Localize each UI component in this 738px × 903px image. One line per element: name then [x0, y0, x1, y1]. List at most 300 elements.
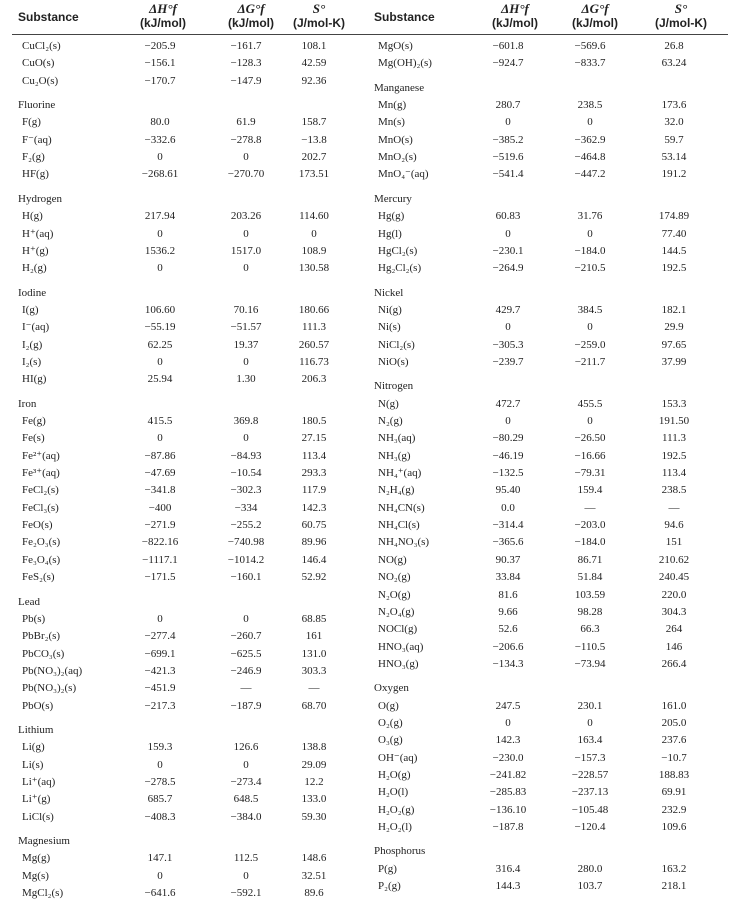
enthalpy-value: −641.6 [144, 887, 176, 900]
entropy-value: 210.62 [658, 553, 690, 566]
enthalpy-value: 0 [505, 716, 511, 729]
substance-name: Li(s) [22, 758, 44, 771]
gibbs-value: 31.76 [577, 210, 603, 223]
enthalpy-value: −187.8 [492, 821, 524, 834]
entropy-value: 77.40 [661, 227, 687, 240]
gibbs-value: −73.94 [574, 657, 606, 670]
gibbs-value: −105.48 [571, 803, 609, 816]
gibbs-value: 0 [243, 262, 249, 275]
element-group-heading: Iodine [18, 286, 47, 299]
entropy-value: 29.09 [301, 758, 327, 771]
gibbs-value: −259.0 [574, 338, 606, 351]
enthalpy-value: 429.7 [495, 303, 521, 316]
entropy-value: 27.15 [301, 432, 327, 445]
substance-name: Mn(g) [378, 99, 407, 112]
substance-name: Ni(g) [378, 303, 402, 316]
entropy-value: 192.5 [661, 449, 687, 462]
substance-name: NH₄NO₃(s) [378, 536, 430, 549]
substance-name: NOCl(g) [378, 623, 418, 636]
substance-name: F(g) [22, 116, 41, 129]
gibbs-value: 19.37 [233, 338, 259, 351]
header-unit: (J/mol-K) [655, 16, 707, 30]
element-group-heading: Lithium [18, 723, 54, 736]
enthalpy-value: −1117.1 [142, 553, 178, 566]
enthalpy-value: −305.3 [492, 338, 524, 351]
entropy-value: 26.8 [664, 40, 684, 52]
gibbs-value: 126.6 [233, 741, 259, 754]
substance-name: FeO(s) [22, 519, 53, 532]
entropy-value: 205.0 [661, 716, 687, 729]
gibbs-value: — [584, 501, 596, 514]
enthalpy-value: 316.4 [495, 862, 521, 875]
enthalpy-value: −385.2 [492, 133, 524, 146]
enthalpy-value: −134.3 [492, 657, 524, 670]
gibbs-value: −157.3 [574, 751, 606, 764]
substance-name: H(g) [22, 210, 43, 223]
entropy-value: 161 [305, 630, 323, 643]
substance-name: N(g) [378, 397, 399, 410]
entropy-value: 111.3 [662, 432, 686, 445]
entropy-value: 42.59 [301, 57, 327, 70]
substance-name: H₂(g) [22, 262, 47, 275]
gibbs-value: −203.0 [574, 519, 606, 532]
substance-name: N₂H₄(g) [378, 484, 415, 497]
gibbs-value: −147.9 [230, 74, 262, 87]
substance-name: Hg(g) [378, 210, 405, 223]
enthalpy-value: −46.19 [492, 449, 524, 462]
entropy-value: 142.3 [301, 501, 327, 514]
entropy-value: 151 [665, 536, 683, 549]
entropy-value: 206.3 [301, 373, 327, 386]
entropy-value: 240.45 [658, 571, 690, 584]
gibbs-value: −184.0 [574, 536, 606, 549]
entropy-value: 144.5 [661, 244, 687, 257]
header-symbol: ΔH°f [501, 1, 529, 16]
element-group-heading: Lead [18, 595, 40, 608]
enthalpy-value: −365.6 [492, 536, 524, 549]
enthalpy-value: −171.5 [144, 571, 176, 584]
substance-name: Cu₂O(s) [22, 74, 59, 87]
substance-name: Fe₂O₃(s) [22, 536, 61, 549]
entropy-value: 148.6 [301, 852, 327, 865]
header-dh-right [472, 2, 558, 30]
enthalpy-value: 0 [157, 262, 163, 275]
gibbs-value: −740.98 [227, 536, 265, 549]
enthalpy-value: −132.5 [492, 467, 524, 480]
enthalpy-value: 144.3 [495, 880, 521, 893]
gibbs-value: −334 [234, 501, 258, 514]
enthalpy-value: −341.8 [144, 484, 176, 497]
enthalpy-value: −206.6 [492, 640, 524, 653]
element-group-heading: Mercury [374, 192, 412, 205]
substance-name: H₂O(l) [378, 786, 409, 799]
entropy-value: 114.60 [299, 210, 329, 223]
entropy-value: 59.30 [301, 810, 327, 823]
enthalpy-value: −541.4 [492, 168, 524, 181]
entropy-value: 180.66 [298, 303, 330, 316]
entropy-value: 108.9 [301, 244, 327, 257]
enthalpy-value: −230.1 [492, 244, 524, 257]
gibbs-value: 203.26 [230, 210, 262, 223]
substance-name: I₂(s) [22, 355, 42, 368]
enthalpy-value: −822.16 [141, 536, 179, 549]
element-group-heading: Oxygen [374, 682, 409, 695]
entropy-value: 153.3 [661, 397, 687, 410]
gibbs-value: 369.8 [233, 415, 259, 427]
enthalpy-value: 9.66 [498, 605, 518, 618]
entropy-value: 266.4 [661, 657, 687, 670]
substance-name: H⁺(aq) [22, 227, 54, 240]
enthalpy-value: 0 [505, 415, 511, 427]
entropy-value: 161.0 [661, 699, 687, 712]
entropy-value: 109.6 [661, 821, 687, 834]
substance-name: H₂O₂(g) [378, 803, 415, 816]
substance-name: F₂(g) [22, 151, 45, 164]
gibbs-value: −255.2 [230, 519, 262, 532]
gibbs-value: −79.31 [574, 467, 606, 480]
header-s-left [276, 2, 362, 30]
substance-name: MgCl₂(s) [22, 887, 64, 900]
gibbs-value: — [240, 682, 252, 695]
substance-name: H₂O₂(l) [378, 821, 412, 834]
substance-name: HNO₃(g) [378, 657, 419, 670]
substance-name: NH₄CN(s) [378, 501, 425, 514]
element-group-heading: Iron [18, 397, 37, 410]
enthalpy-value: 415.5 [147, 415, 173, 427]
entropy-value: 173.6 [661, 99, 687, 112]
enthalpy-value: 106.60 [144, 303, 176, 316]
gibbs-value: −246.9 [230, 664, 262, 677]
substance-name: Li⁺(aq) [22, 776, 56, 788]
enthalpy-value: −278.5 [144, 776, 176, 788]
header-unit: (kJ/mol) [139, 16, 186, 30]
gibbs-value: −592.1 [230, 887, 262, 900]
enthalpy-value: −230.0 [492, 751, 524, 764]
gibbs-value: 0 [587, 227, 593, 240]
substance-name: NH₄Cl(s) [378, 519, 420, 532]
gibbs-value: −51.57 [230, 321, 262, 334]
enthalpy-value: −136.10 [489, 803, 527, 816]
substance-name: NO(g) [378, 553, 407, 566]
enthalpy-value: −239.7 [492, 355, 524, 368]
entropy-value: 37.99 [661, 355, 687, 368]
element-group-heading: Manganese [374, 81, 425, 94]
substance-name: N₂O(g) [378, 588, 411, 601]
entropy-value: −10.7 [661, 751, 687, 764]
enthalpy-value: 0 [505, 227, 511, 240]
substance-name: N₂(g) [378, 415, 403, 427]
gibbs-value: −110.5 [574, 640, 606, 653]
enthalpy-value: −924.7 [492, 57, 524, 70]
element-group-heading: Hydrogen [18, 192, 62, 205]
entropy-value: 182.1 [661, 303, 687, 316]
gibbs-value: 238.5 [577, 99, 603, 112]
enthalpy-value: −699.1 [144, 647, 176, 660]
entropy-value: 0 [311, 227, 317, 240]
gibbs-value: −120.4 [574, 821, 606, 834]
substance-name: H₂O(g) [378, 769, 411, 781]
substance-name: FeCl₃(s) [22, 501, 59, 514]
substance-name: P₂(g) [378, 880, 401, 893]
enthalpy-value: −400 [148, 501, 172, 514]
substance-name: PbO(s) [22, 699, 54, 712]
substance-name: HNO₃(aq) [378, 640, 424, 653]
enthalpy-value: 147.1 [147, 852, 173, 865]
gibbs-value: −447.2 [574, 168, 606, 181]
gibbs-value: 1.30 [236, 373, 256, 386]
entropy-value: 12.2 [304, 776, 324, 788]
substance-name: HgCl₂(s) [378, 244, 418, 257]
enthalpy-value: 0 [157, 227, 163, 240]
entropy-value: 191.50 [658, 415, 690, 427]
enthalpy-value: 280.7 [495, 99, 521, 112]
entropy-value: 113.4 [661, 467, 687, 480]
gibbs-value: 0 [587, 321, 593, 334]
substance-name: MnO₄⁻(aq) [378, 168, 429, 181]
gibbs-value: 0 [243, 869, 249, 882]
enthalpy-value: −205.9 [144, 40, 176, 52]
entropy-value: 29.9 [664, 321, 684, 334]
header-symbol: ΔG°f [581, 1, 609, 16]
enthalpy-value: 0 [505, 321, 511, 334]
entropy-value: 131.0 [301, 647, 327, 660]
entropy-value: 94.6 [664, 519, 684, 532]
substance-name: I₂(g) [22, 338, 43, 351]
substance-name: Fe(s) [22, 432, 45, 445]
substance-name: O₃(g) [378, 734, 403, 747]
gibbs-value: 0 [587, 116, 593, 129]
entropy-value: 174.89 [658, 210, 690, 223]
header-symbol: ΔH°f [149, 1, 177, 16]
enthalpy-value: 217.94 [144, 210, 176, 223]
entropy-value: 163.2 [661, 862, 687, 875]
entropy-value: 191.2 [661, 168, 687, 181]
entropy-value: 293.3 [301, 467, 327, 480]
enthalpy-value: 159.3 [147, 741, 173, 754]
gibbs-value: −128.3 [230, 57, 262, 70]
enthalpy-value: −601.8 [492, 40, 524, 52]
entropy-value: 304.3 [661, 605, 687, 618]
entropy-value: −13.8 [301, 133, 327, 146]
enthalpy-value: −421.3 [144, 664, 176, 677]
gibbs-value: 51.84 [577, 571, 603, 584]
gibbs-value: 1517.0 [230, 244, 262, 257]
header-symbol: S° [674, 1, 688, 16]
gibbs-value: −211.7 [574, 355, 606, 368]
gibbs-value: −302.3 [230, 484, 262, 497]
enthalpy-value: 0.0 [501, 501, 515, 514]
substance-name: Pb(s) [22, 612, 46, 625]
gibbs-value: 103.7 [577, 880, 603, 893]
entropy-value: 303.3 [301, 664, 327, 677]
substance-name: O₂(g) [378, 716, 403, 729]
substance-name: F⁻(aq) [22, 133, 52, 146]
enthalpy-value: −285.83 [489, 786, 527, 799]
substance-name: Pb(NO₃)₂(aq) [22, 664, 83, 677]
enthalpy-value: 0 [157, 151, 163, 164]
entropy-value: 60.75 [301, 519, 327, 532]
entropy-value: 202.7 [301, 151, 327, 164]
gibbs-value: 163.4 [577, 734, 603, 747]
header-dg-right [552, 2, 638, 30]
entropy-value: 32.51 [301, 869, 327, 882]
entropy-value: 238.5 [661, 484, 687, 497]
element-group-heading: Nitrogen [374, 380, 414, 393]
enthalpy-value: 81.6 [498, 588, 518, 601]
element-group-heading: Phosphorus [374, 845, 426, 858]
enthalpy-value: 142.3 [495, 734, 521, 747]
substance-name: MnO(s) [378, 133, 413, 146]
entropy-value: 192.5 [661, 262, 687, 275]
substance-name: NO₂(g) [378, 571, 411, 584]
substance-name: OH⁻(aq) [378, 751, 418, 764]
gibbs-value: 280.0 [577, 862, 603, 875]
enthalpy-value: −271.9 [144, 519, 176, 532]
substance-name: Hg₂Cl₂(s) [378, 262, 422, 275]
enthalpy-value: 0 [157, 355, 163, 368]
entropy-value: 68.70 [301, 699, 327, 712]
enthalpy-value: −268.61 [141, 168, 179, 181]
entropy-value: — [308, 682, 320, 695]
gibbs-value: −210.5 [574, 262, 606, 275]
entropy-value: 111.3 [302, 321, 326, 334]
substance-name: Fe₃O₄(s) [22, 553, 61, 566]
entropy-value: 69.91 [661, 786, 687, 799]
enthalpy-value: 52.6 [498, 623, 518, 636]
gibbs-value: −270.70 [227, 168, 265, 181]
gibbs-value: −228.57 [571, 769, 609, 781]
enthalpy-value: −277.4 [144, 630, 176, 643]
substance-name: Mg(s) [22, 869, 49, 882]
gibbs-value: 0 [587, 415, 593, 427]
entropy-value: 220.0 [661, 588, 687, 601]
gibbs-value: 61.9 [236, 116, 256, 129]
enthalpy-value: −264.9 [492, 262, 524, 275]
enthalpy-value: 0 [157, 612, 163, 625]
enthalpy-value: 80.0 [150, 116, 170, 129]
gibbs-value: −184.0 [574, 244, 606, 257]
enthalpy-value: −217.3 [144, 699, 176, 712]
header-symbol: ΔG°f [237, 1, 265, 16]
substance-name: NiCl₂(s) [378, 338, 415, 351]
gibbs-value: 98.28 [577, 605, 603, 618]
gibbs-value: 86.71 [577, 553, 603, 566]
substance-name: Li⁺(g) [22, 793, 51, 806]
substance-name: Ni(s) [378, 321, 401, 334]
enthalpy-value: 0 [157, 758, 163, 771]
substance-name: NiO(s) [378, 355, 409, 368]
entropy-value: 218.1 [661, 880, 687, 893]
header-substance-right: Substance [374, 10, 435, 24]
enthalpy-value: −314.4 [492, 519, 524, 532]
gibbs-value: −237.13 [571, 786, 609, 799]
substance-name: CuCl₂(s) [22, 40, 61, 52]
substance-name: HF(g) [22, 168, 49, 181]
gibbs-value: −362.9 [574, 133, 606, 146]
enthalpy-value: −451.9 [144, 682, 176, 695]
gibbs-value: −569.6 [574, 40, 606, 52]
header-symbol: S° [312, 1, 326, 16]
gibbs-value: −833.7 [574, 57, 606, 70]
header-dh-left [120, 2, 206, 30]
entropy-value: 138.8 [301, 741, 327, 754]
substance-name: NH₄⁺(aq) [378, 467, 422, 480]
gibbs-value: 0 [243, 432, 249, 445]
entropy-value: 117.9 [301, 484, 327, 497]
enthalpy-value: −80.29 [492, 432, 524, 445]
enthalpy-value: 247.5 [495, 699, 521, 712]
gibbs-value: −1014.2 [227, 553, 265, 566]
substance-name: O(g) [378, 699, 399, 712]
enthalpy-value: −87.86 [144, 449, 176, 462]
substance-name: PbCO₃(s) [22, 647, 65, 660]
substance-name: Fe²⁺(aq) [22, 449, 60, 462]
substance-name: LiCl(s) [22, 810, 54, 823]
entropy-value: 116.73 [299, 355, 329, 368]
enthalpy-value: 90.37 [495, 553, 521, 566]
gibbs-value: 0 [243, 355, 249, 368]
substance-name: NH₃(aq) [378, 432, 416, 445]
substance-name: Mg(OH)₂(s) [378, 57, 432, 70]
enthalpy-value: −55.19 [144, 321, 176, 334]
entropy-value: — [668, 501, 680, 514]
enthalpy-value: −332.6 [144, 133, 176, 146]
entropy-value: 68.85 [301, 612, 327, 625]
substance-name: P(g) [378, 862, 397, 875]
substance-name: Fe(g) [22, 415, 46, 427]
entropy-value: 113.4 [301, 449, 327, 462]
header-unit: (kJ/mol) [227, 16, 274, 30]
enthalpy-value: −47.69 [144, 467, 176, 480]
enthalpy-value: 685.7 [147, 793, 173, 806]
substance-name: MgO(s) [378, 40, 413, 52]
entropy-value: 188.83 [658, 769, 690, 781]
gibbs-value: 0 [587, 716, 593, 729]
gibbs-value: 112.5 [233, 852, 259, 865]
enthalpy-value: −156.1 [144, 57, 176, 70]
entropy-value: 237.6 [661, 734, 687, 747]
substance-name: FeS₂(s) [22, 571, 55, 584]
enthalpy-value: 0 [157, 869, 163, 882]
header-substance-left: Substance [18, 10, 79, 24]
entropy-value: 53.14 [661, 151, 687, 164]
enthalpy-value: 0 [157, 432, 163, 445]
entropy-value: 89.6 [304, 887, 324, 900]
substance-name: H⁺(g) [22, 244, 49, 257]
enthalpy-value: 25.94 [147, 373, 173, 386]
entropy-value: 108.1 [301, 40, 327, 52]
gibbs-value: −260.7 [230, 630, 262, 643]
gibbs-value: −10.54 [230, 467, 262, 480]
substance-name: NH₃(g) [378, 449, 411, 462]
substance-name: Fe³⁺(aq) [22, 467, 60, 480]
entropy-value: 173.51 [298, 168, 330, 181]
entropy-value: 59.7 [664, 133, 684, 146]
substance-name: MnO₂(s) [378, 151, 417, 164]
entropy-value: 260.57 [298, 338, 330, 351]
gibbs-value: −26.50 [574, 432, 606, 445]
gibbs-value: 648.5 [233, 793, 259, 806]
entropy-value: 97.65 [661, 338, 687, 351]
header-unit: (kJ/mol) [491, 16, 538, 30]
substance-name: CuO(s) [22, 57, 55, 70]
entropy-value: 92.36 [301, 74, 327, 87]
entropy-value: 146 [665, 640, 683, 653]
entropy-value: 180.5 [301, 415, 327, 427]
enthalpy-value: 33.84 [495, 571, 521, 584]
substance-name: I⁻(aq) [22, 321, 50, 334]
entropy-value: 158.7 [301, 116, 327, 129]
